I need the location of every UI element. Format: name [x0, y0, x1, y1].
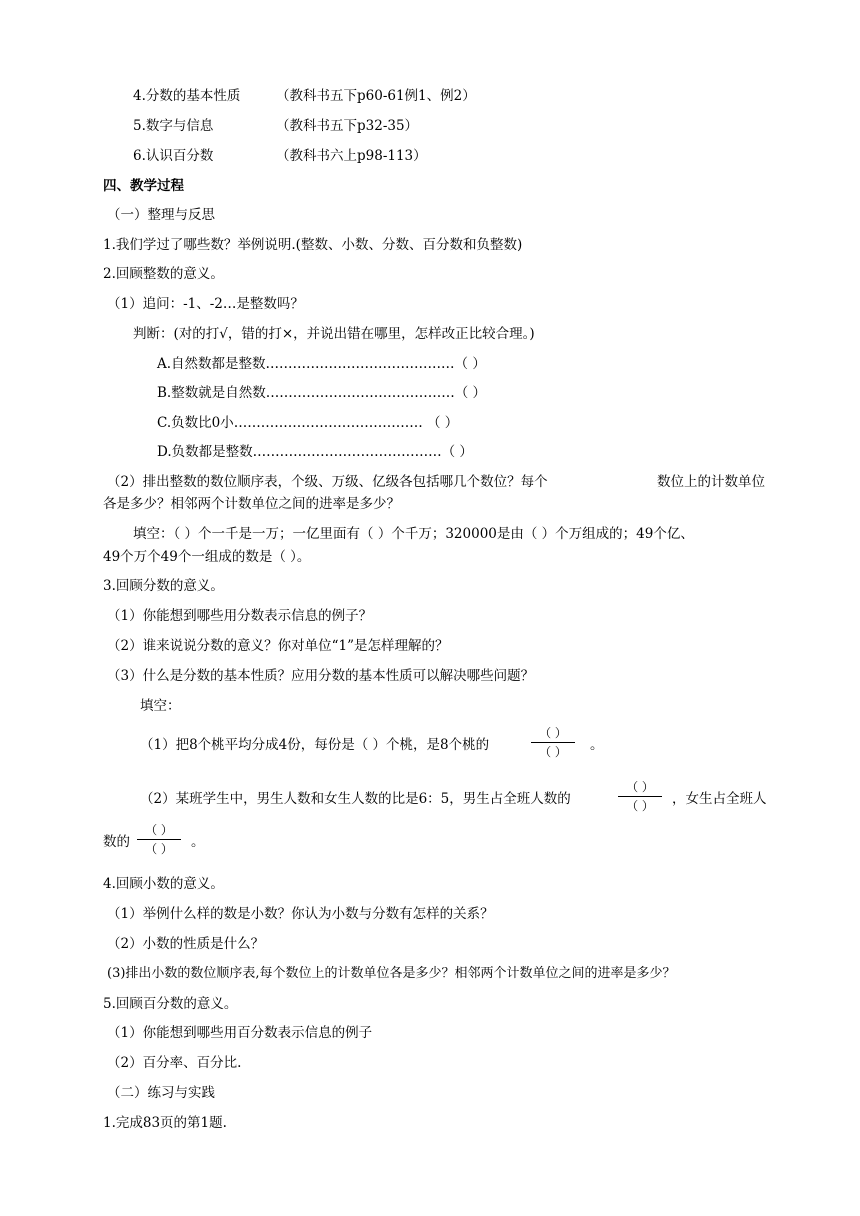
- punct: 。: [590, 737, 604, 753]
- part-heading: （二）练习与实践: [107, 1085, 215, 1101]
- part-heading: （一）整理与反思: [107, 207, 215, 223]
- sub-question: （1）你能想到哪些用分数表示信息的例子？: [107, 608, 373, 624]
- fraction-blank: [531, 726, 575, 759]
- sub-question: （2）小数的性质是什么？: [107, 936, 265, 952]
- fill-label: 填空：: [140, 698, 181, 714]
- section-heading: 四、教学过程: [103, 178, 184, 194]
- question: 1.完成83页的第1题.: [103, 1115, 227, 1131]
- ref-source: （教科书五下p60-61例1、例2）: [276, 88, 476, 104]
- fraction-numerator: （ ）: [531, 726, 575, 743]
- judge-intro: 判断：(对的打√，错的打×，并说出错在哪里，怎样改正比较合理。): [133, 326, 535, 342]
- ref-item: 6.认识百分数: [133, 148, 214, 164]
- fraction-numerator: （ ）: [137, 823, 181, 840]
- sub-question-cont: 各是多少？相邻两个计数单位之间的进率是多少？: [103, 496, 400, 512]
- fill-blank-cont: 49个万个49个一组成的数是（ ）。: [103, 549, 311, 565]
- sub-question-cont: 数位上的计数单位: [657, 474, 765, 490]
- punct: 。: [191, 834, 205, 850]
- fill-question-cont: 数的: [103, 834, 130, 850]
- fraction-denominator: （ ）: [626, 799, 654, 813]
- sub-question: （1）举例什么样的数是小数？你认为小数与分数有怎样的关系？: [107, 906, 494, 922]
- fraction-blank: [618, 780, 662, 813]
- fraction-numerator: （ ）: [618, 780, 662, 797]
- sub-question: （2）排出整数的数位顺序表，个级、万级、亿级各包括哪几个数位？每个: [107, 474, 548, 490]
- ref-item: 4.分数的基本性质: [133, 88, 241, 104]
- question: 5.回顾百分数的意义。: [103, 996, 238, 1012]
- fill-question: （1）把8个桃平均分成4份，每份是（ ）个桃，是8个桃的: [140, 737, 490, 753]
- judge-item: C.负数比0小…………………………………… （ ）: [157, 415, 459, 431]
- question: 3.回顾分数的意义。: [103, 578, 224, 594]
- fill-blank: 填空：（ ）个一千是一万；一亿里面有（ ）个千万；320000是由（ ）个万组成的；49个亿、: [133, 526, 694, 542]
- ref-item: 5.数字与信息: [133, 118, 214, 134]
- sub-question: （2）谁来说说分数的意义？你对单位“1”是怎样理解的？: [107, 638, 449, 654]
- fill-question: （2）某班学生中，男生人数和女生人数的比是6：5，男生占全班人数的: [140, 791, 571, 807]
- fraction-blank: [137, 823, 181, 856]
- question: 1.我们学过了哪些数？举例说明.(整数、小数、分数、百分数和负整数): [103, 237, 523, 253]
- question: 2.回顾整数的意义。: [103, 266, 224, 282]
- fill-question-cont: ，女生占全班人: [672, 791, 767, 807]
- judge-item: A.自然数都是整数……………………………………（ ）: [157, 356, 486, 372]
- sub-question: （3）什么是分数的基本性质？应用分数的基本性质可以解决哪些问题？: [107, 668, 535, 684]
- fraction-denominator: （ ）: [145, 842, 173, 856]
- ref-source: （教科书六上p98-113）: [276, 148, 427, 164]
- sub-question: （1）你能想到哪些用百分数表示信息的例子: [107, 1025, 373, 1041]
- ref-source: （教科书五下p32-35）: [276, 118, 419, 134]
- sub-question: （2）百分率、百分比.: [107, 1055, 242, 1071]
- judge-item: D.负数都是整数……………………………………（ ）: [157, 444, 473, 460]
- question: 4.回顾小数的意义。: [103, 876, 224, 892]
- fraction-denominator: （ ）: [539, 745, 567, 759]
- sub-question: （1）追问：-1、-2…是整数吗？: [107, 296, 304, 312]
- judge-item: B.整数就是自然数……………………………………（ ）: [157, 385, 487, 401]
- sub-question: (3)排出小数的数位顺序表,每个数位上的计数单位各是多少？相邻两个计数单位之间的进率是多少？: [107, 966, 676, 981]
